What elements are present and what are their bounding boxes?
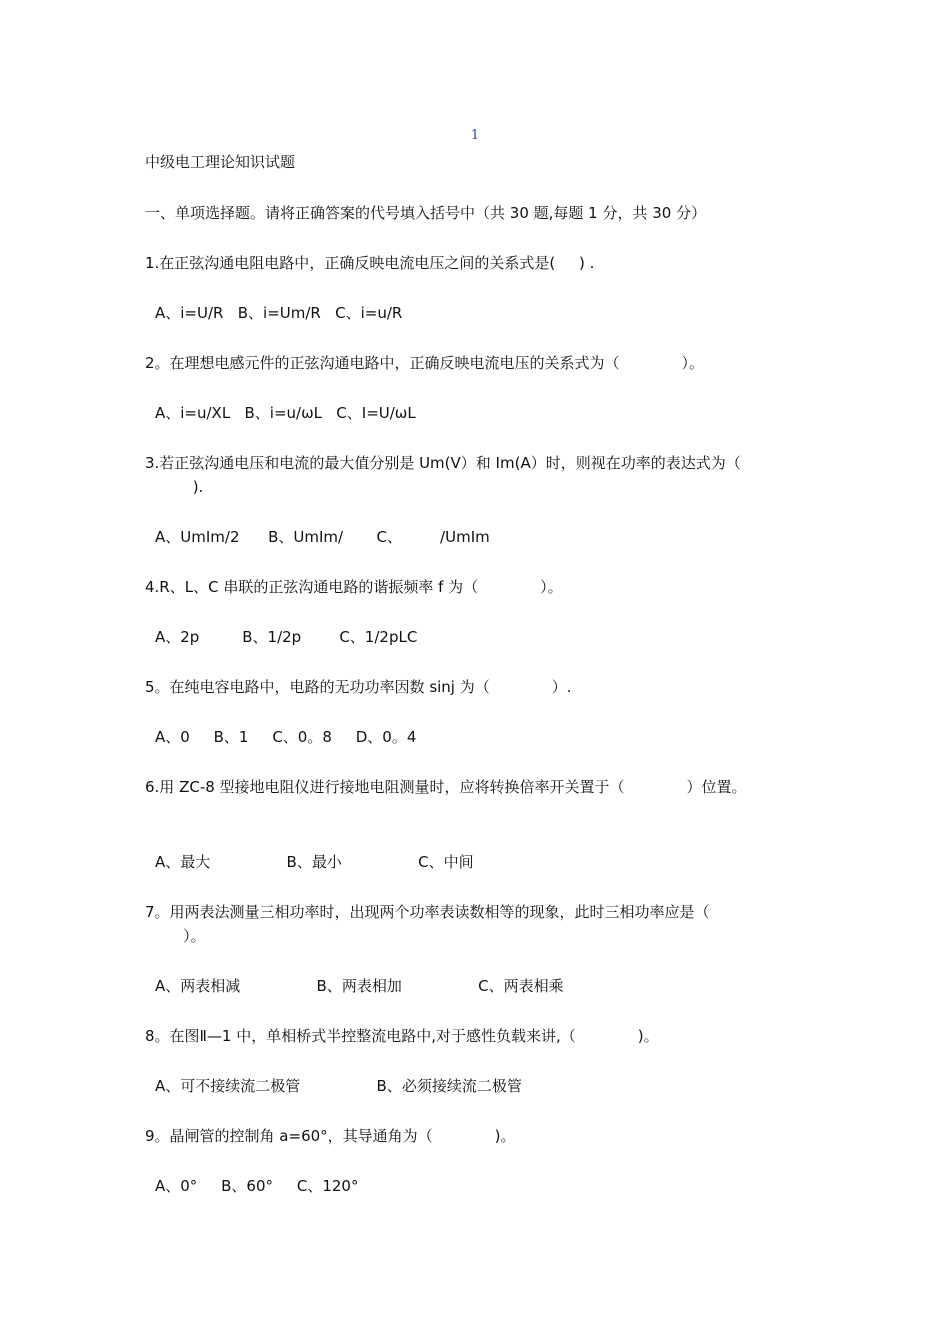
question-7: 7。用两表法测量三相功率时，出现两个功率表读数相等的现象，此时三相功率应是（ ）。 <box>145 903 710 945</box>
question-6: 6.用 ZC-8 型接地电阻仪进行接地电阻测量时，应将转换倍率开关置于（ ）位置。 <box>145 778 747 796</box>
question-6-options: A、最大 B、最小 C、中间 <box>155 853 474 871</box>
question-5: 5。在纯电容电路中，电路的无功功率因数 sinj 为（ ）. <box>145 678 572 696</box>
question-2: 2。在理想电感元件的正弦沟通电路中，正确反映电流电压的关系式为（ ）。 <box>145 354 705 372</box>
section-heading: 一、单项选择题。请将正确答案的代号填入括号中（共 30 题,每题 1 分，共 30 分） <box>145 204 707 222</box>
question-9: 9。晶闸管的控制角 a=60°，其导通角为（ )。 <box>145 1127 516 1145</box>
question-4: 4.R、L、C 串联的正弦沟通电路的谐振频率 f 为（ ）。 <box>145 578 563 596</box>
question-8-options: A、可不接续流二极管 B、必须接续流二极管 <box>155 1077 522 1095</box>
question-1-options: A、i=U/R B、i=Um/R C、i=u/R <box>155 304 403 322</box>
document-title: 中级电工理论知识试题 <box>145 153 296 171</box>
question-9-options: A、0° B、60° C、120° <box>155 1177 359 1195</box>
question-2-options: A、i=u/XL B、i=u/ωL C、I=U/ωL <box>155 404 416 422</box>
question-7-options: A、两表相减 B、两表相加 C、两表相乘 <box>155 977 564 995</box>
question-3-options: A、UmIm/2 B、UmIm/ C、 /UmIm <box>155 528 490 546</box>
question-5-options: A、0 B、1 C、0。8 D、0。4 <box>155 728 417 746</box>
question-3: 3.若正弦沟通电压和电流的最大值分别是 Um(V）和 Im(A）时，则视在功率的表达式为（ ). <box>145 454 741 496</box>
document-body <box>145 150 825 1198</box>
question-4-options: A、2p B、1/2p C、1/2pLC <box>155 628 418 646</box>
question-1: 1.在正弦沟通电阻电路中，正确反映电流电压之间的关系式是( ) . <box>145 254 595 272</box>
question-8: 8。在图Ⅱ—1 中，单相桥式半控整流电路中,对于感性负载来讲,（ )。 <box>145 1027 659 1045</box>
page-number: 1 <box>470 128 480 143</box>
